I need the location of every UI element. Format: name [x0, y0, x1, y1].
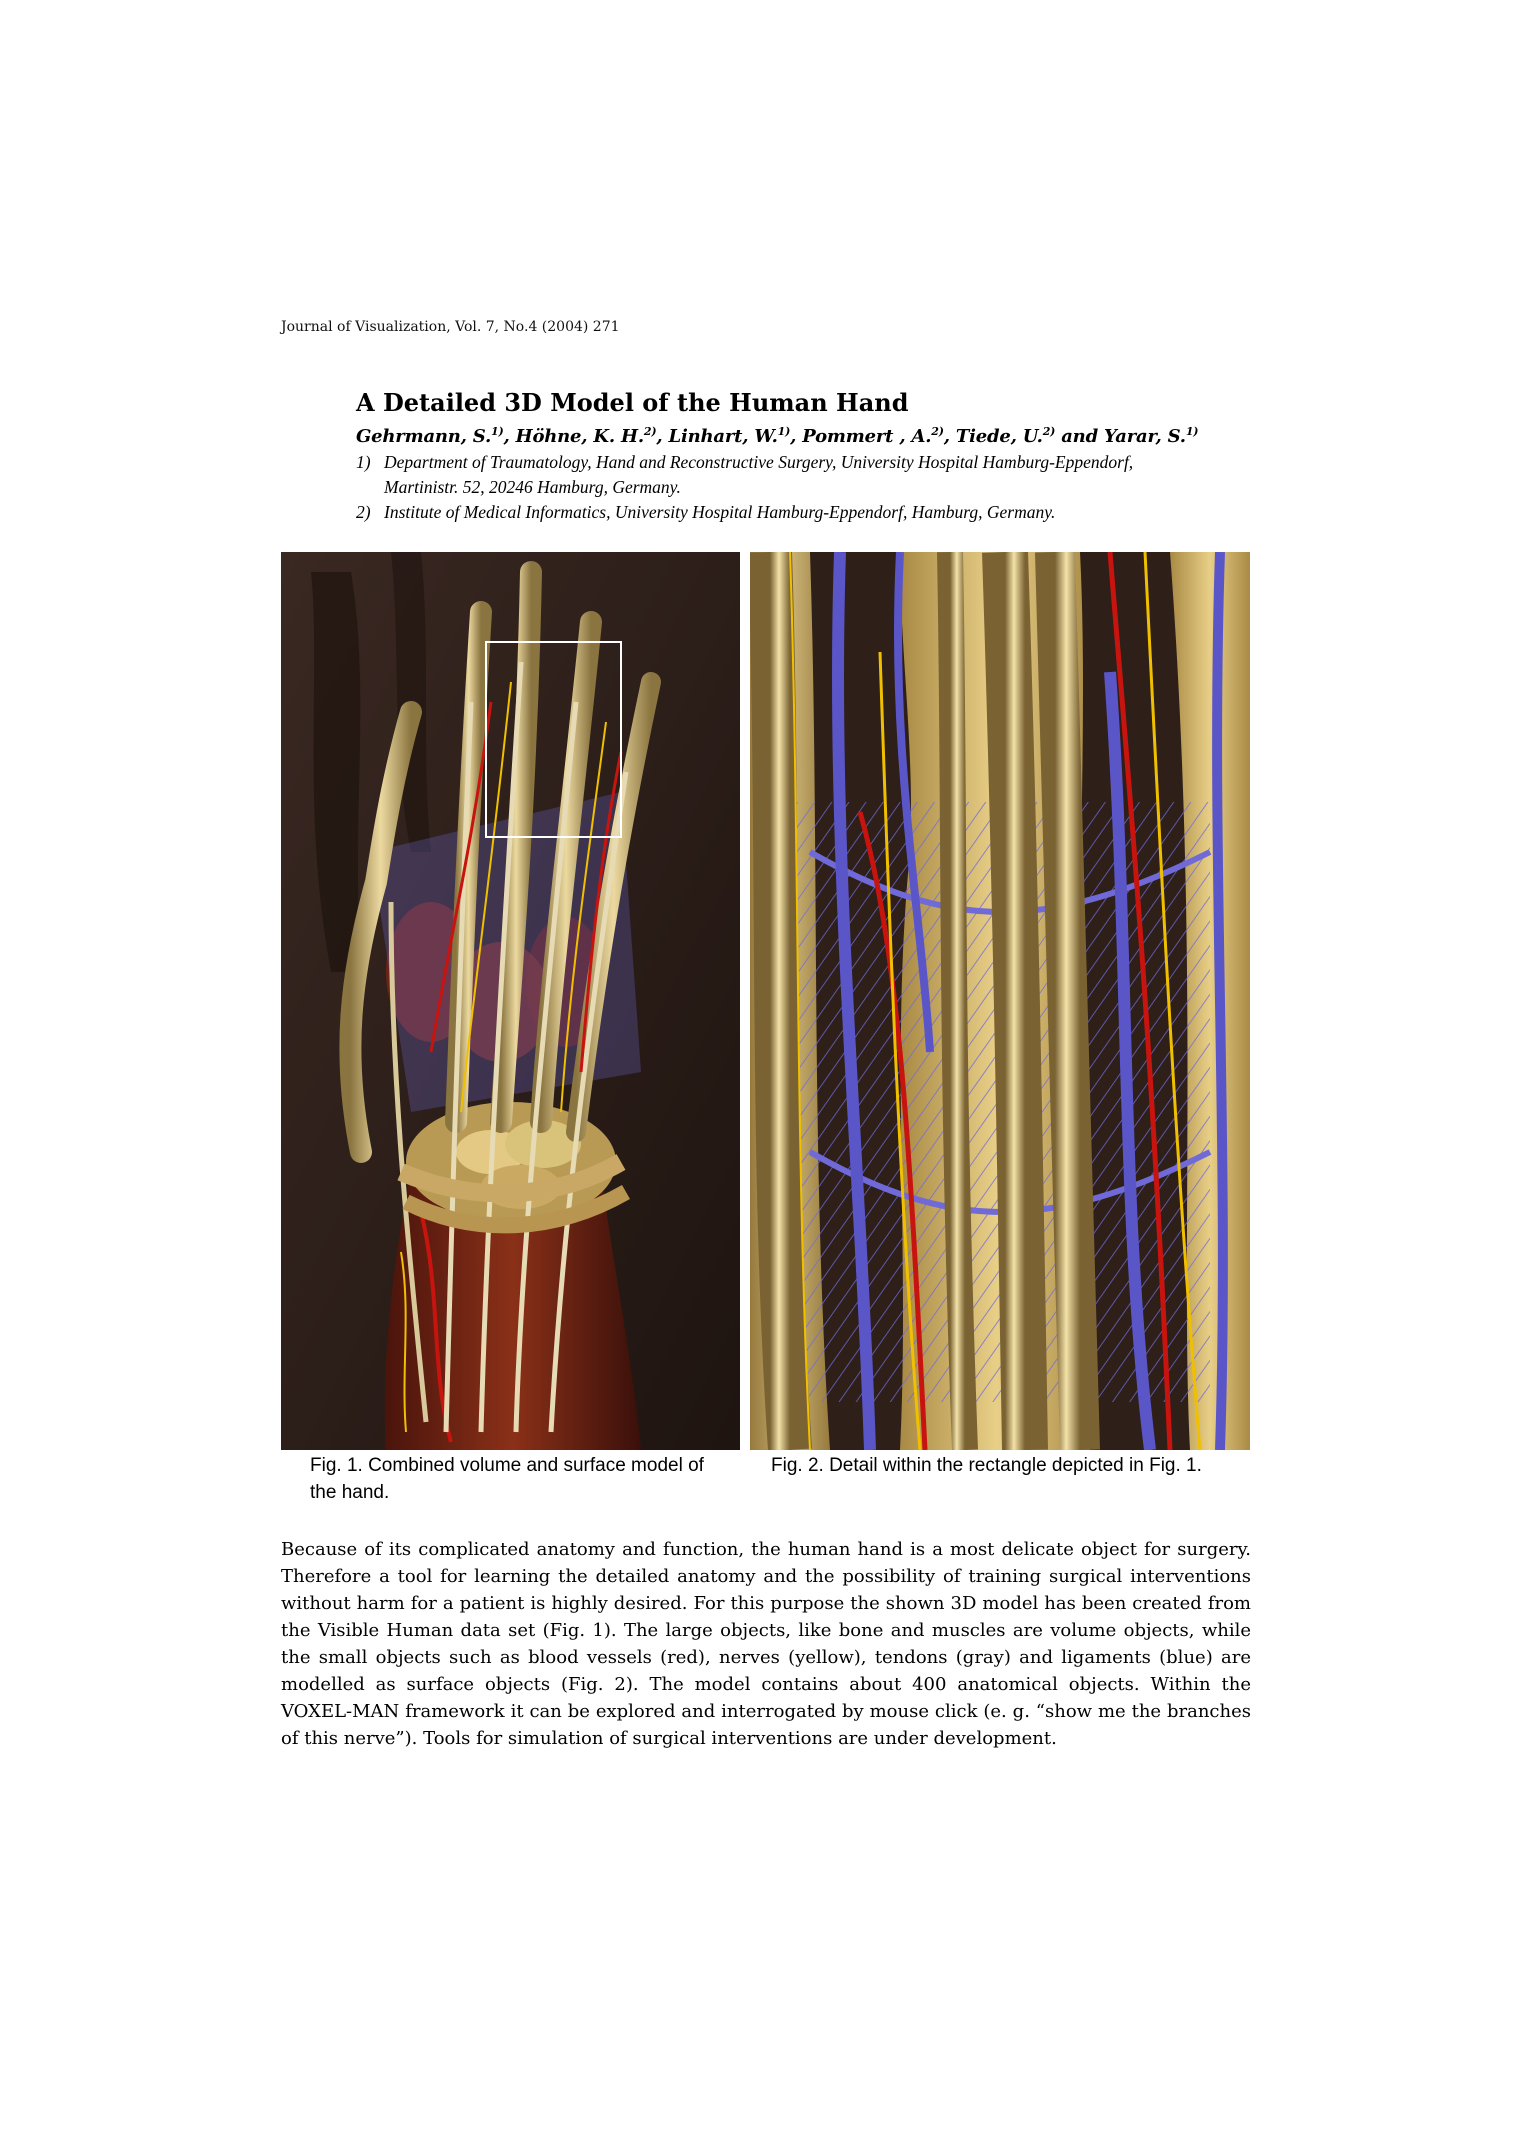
figure-2-detail-view — [750, 552, 1250, 1450]
figure-2-caption: Fig. 2. Detail within the rectangle depicted in Fig. 1. — [771, 1455, 1202, 1476]
author-affiliation-mark: 2) — [1042, 425, 1056, 438]
figure-1-hand-model — [281, 552, 740, 1450]
author-affiliation-mark: 2) — [931, 425, 944, 438]
author-name: Höhne, K. H. — [515, 426, 644, 447]
author-separator: , — [943, 426, 956, 447]
author-name: Linhart, W. — [668, 426, 778, 447]
affiliation-item — [356, 450, 1196, 500]
affiliation-text: Institute of Medical Informatics, University Hospital Hamburg-Eppendorf, Hamburg, Germany. — [384, 502, 1056, 522]
author-separator: , — [656, 426, 669, 447]
author-separator: , — [790, 426, 803, 447]
author-affiliation-mark: 2) — [643, 425, 657, 438]
affiliation-text: Department of Traumatology, Hand and Reconstructive Surgery, University Hospital Hamburg-Eppendorf, Martinistr. 52, 20246 Hamburg, Germany. — [384, 452, 1134, 497]
affiliation-number: 2) — [356, 502, 371, 522]
author-separator: and — [1055, 426, 1105, 447]
author-name: Gehrmann, S. — [356, 426, 492, 447]
author-name: Tiede, U. — [955, 426, 1043, 447]
author-affiliation-mark: 1) — [777, 425, 791, 438]
author-affiliation-mark: 1) — [1185, 425, 1199, 438]
author-affiliation-mark: 1) — [491, 425, 504, 438]
running-head: Journal of Visualization, Vol. 7, No.4 (2004) 271 — [281, 319, 620, 335]
figure-1-caption: Fig. 1. Combined volume and surface model of the hand. — [310, 1455, 704, 1503]
affiliation-list — [356, 450, 1196, 525]
affiliation-item — [356, 500, 1196, 525]
body-paragraph: Because of its complicated anatomy and function, the human hand is a most delicate object for surgery. Therefore a tool for learning the detailed anatomy and the possibility of training surgical interventions without harm for a patient is highly desired. For this purpose the shown 3D model has been created from the Visible Human data set (Fig. 1). The large objects, like bone and muscles are volume objects, while the small objects such as blood vessels (red), nerves (yellow), tendons (gray) and ligaments (blue) are modelled as surface objects (Fig. 2). The model contains about 400 anatomical objects. Within the VOXEL-MAN framework it can be explored and interrogated by mouse click (e. g. “show me the branches of this nerve”). Tools for simulation of surgical interventions are under development. — [281, 1539, 1251, 1749]
detail-illustration — [750, 552, 1250, 1450]
hand-model-illustration — [281, 552, 740, 1450]
author-list — [356, 425, 1198, 447]
author-name: Pommert , A. — [802, 426, 932, 447]
author-separator: , — [503, 426, 516, 447]
affiliation-number: 1) — [356, 452, 371, 472]
author-name: Yarar, S. — [1104, 426, 1186, 447]
article-title: A Detailed 3D Model of the Human Hand — [356, 388, 909, 417]
